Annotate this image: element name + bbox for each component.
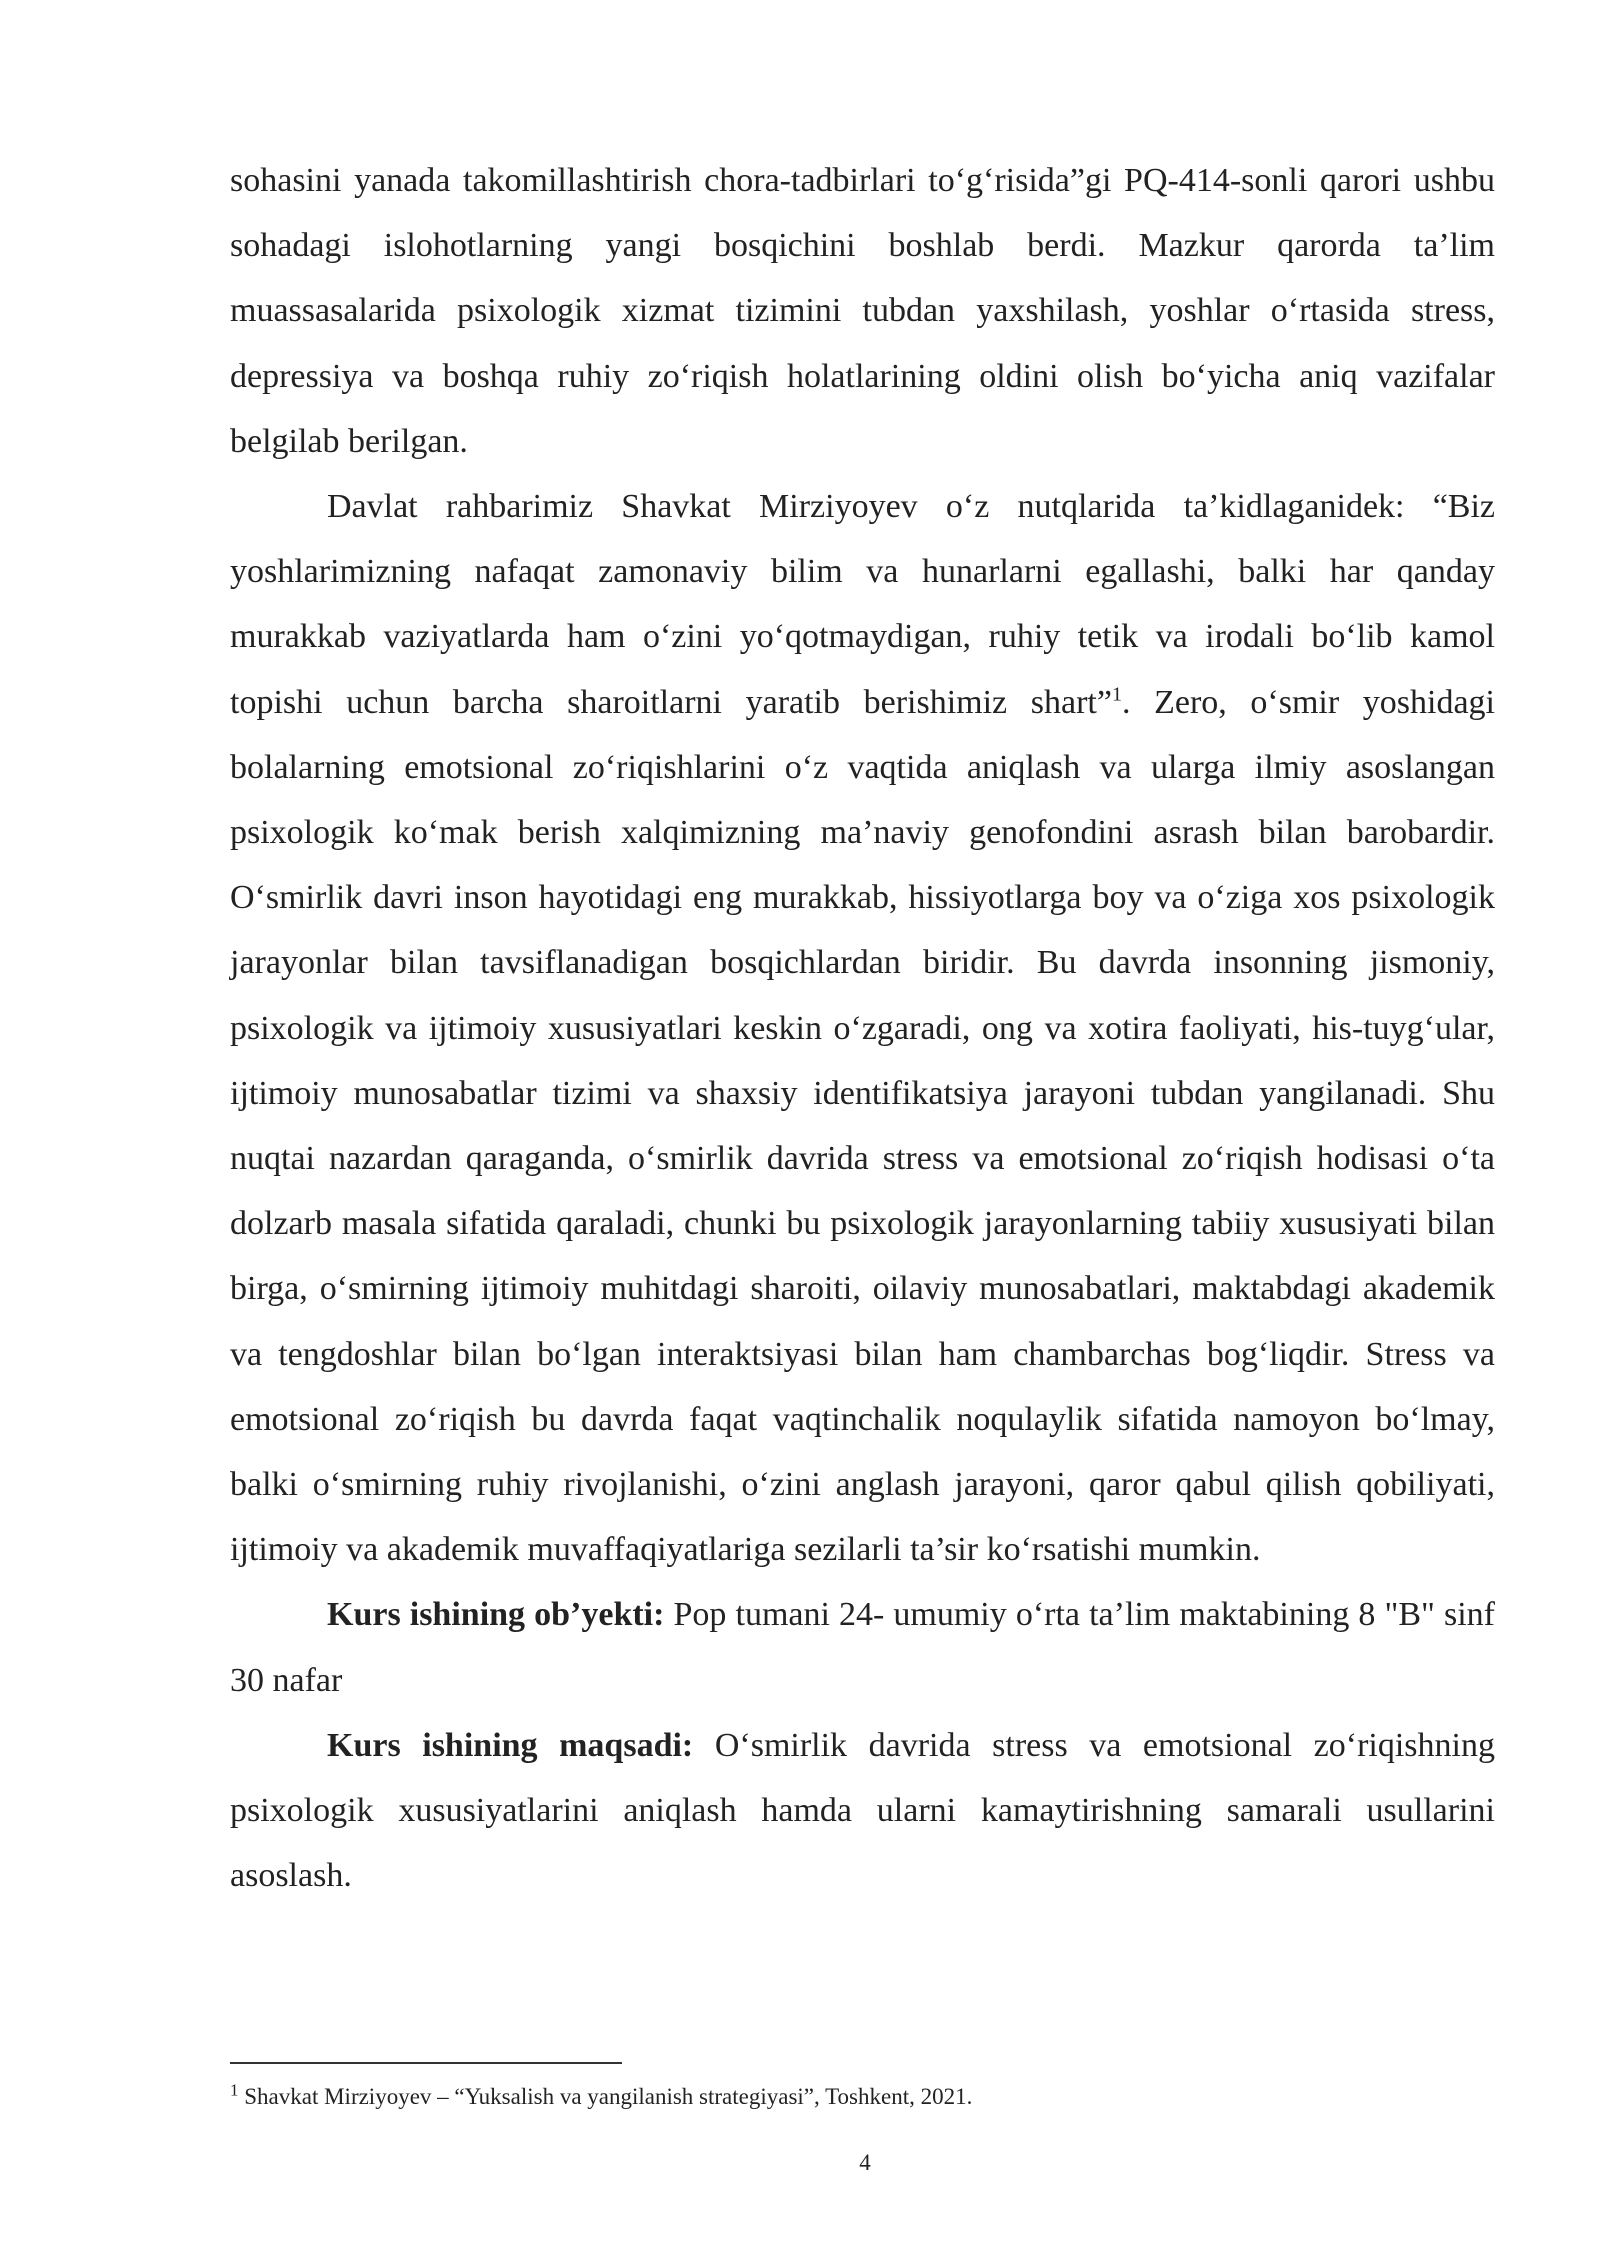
paragraph-object xyxy=(230,1582,1495,1712)
footnote-separator xyxy=(230,2062,622,2064)
paragraph-2 xyxy=(230,474,1495,1582)
footnote-text: Shavkat Mirziyoyev – “Yuksalish va yangilanish strategiyasi”, Toshkent, 2021. xyxy=(238,2084,973,2109)
paragraph-2-text-end: . Zero, o‘smir yoshidagi bolalarning emotsional zo‘riqishlarini o‘z vaqtida aniqlash va ularga ilmiy asoslangan psixologik ko‘mak berish xalqimizning ma’naviy genofondini asrash bilan barobardir. O‘smirlik davri inson hayotidagi eng murakkab, hissiyotlarga boy va o‘ziga xos psixologik jarayonlar bilan tavsiflanadigan bosqichlardan biridir. Bu davrda insonning jismoniy, psixologik va ijtimoiy xususiyatlari keskin o‘zgaradi, ong va xotira faoliyati, his-tuyg‘ular, ijtimoiy munosabatlar tizimi va shaxsiy identifikatsiya jarayoni tubdan yangilanadi. Shu nuqtai nazardan qaraganda, o‘smirlik davrida stress va emotsional zo‘riqish hodisasi o‘ta dolzarb masala sifatida qaraladi, chunki bu psixologik jarayonlarning tabiiy xususiyati bilan birga, o‘smirning ijtimoiy muhitdagi sharoiti, oilaviy munosabatlari, maktabdagi akademik va tengdoshlar bilan bo‘lgan interaktsiyasi bilan ham chambarchas bog‘liqdir. Stress va emotsional zo‘riqish bu davrda faqat vaqtinchalik noqulaylik sifatida namoyon bo‘lmay, balki o‘smirning ruhiy rivojlanishi, o‘zini anglash jarayoni, qaror qabul qilish qobiliyati, ijtimoiy va akademik muvaffaqiyatlariga sezilarli ta’sir ko‘rsatishi mumkin. xyxy=(230,683,1495,1569)
object-text: Pop tumani 24- umumiy o‘rta ta’lim maktabining 8 "B" sinf 30 nafar xyxy=(230,1596,1495,1699)
footnote xyxy=(230,2080,1495,2114)
paragraph-2-text-start: Davlat rahbarimiz Shavkat Mirziyoyev o‘z nutqlarida ta’kidlaganidek: “Biz yoshlarimizning nafaqat zamonaviy bilim va hunarlarni egallashi, balki har qanday murakkab vaziyatlarda ham o‘zini yo‘qotmaydigan, ruhiy tetik va irodali bo‘lib kamol topishi uchun barcha sharoitlarni yaratib berishimiz shart” xyxy=(230,488,1495,721)
footnote-number: 1 xyxy=(230,2080,239,2100)
footnote-reference[interactable]: 1 xyxy=(1111,683,1122,706)
object-label: Kurs ishining ob’yekti: xyxy=(327,1596,665,1634)
main-text xyxy=(230,148,1495,1908)
page-number: 4 xyxy=(859,2150,871,2175)
goal-label: Kurs ishining maqsadi: xyxy=(327,1726,694,1764)
paragraph-1-text: sohasini yanada takomillashtirish chora-tadbirlari to‘g‘risida”gi PQ-414-sonli qarori ushbu sohadagi islohotlarning yangi bosqichini boshlab berdi. Mazkur qarorda ta’lim muassasalarida psixologik xizmat tizimini tubdan yaxshilash, yoshlar o‘rtasida stress, depressiya va boshqa ruhiy zo‘riqish holatlarining oldini olish bo‘yicha aniq vazifalar belgilab berilgan. xyxy=(230,162,1495,460)
paragraph-goal xyxy=(230,1713,1495,1909)
goal-text: O‘smirlik davrida stress va emotsional zo‘riqishning psixologik xususiyatlarini aniqlash hamda ularni kamaytirishning samarali usullarini asoslash. xyxy=(230,1726,1495,1895)
paragraph-1 xyxy=(230,148,1495,474)
